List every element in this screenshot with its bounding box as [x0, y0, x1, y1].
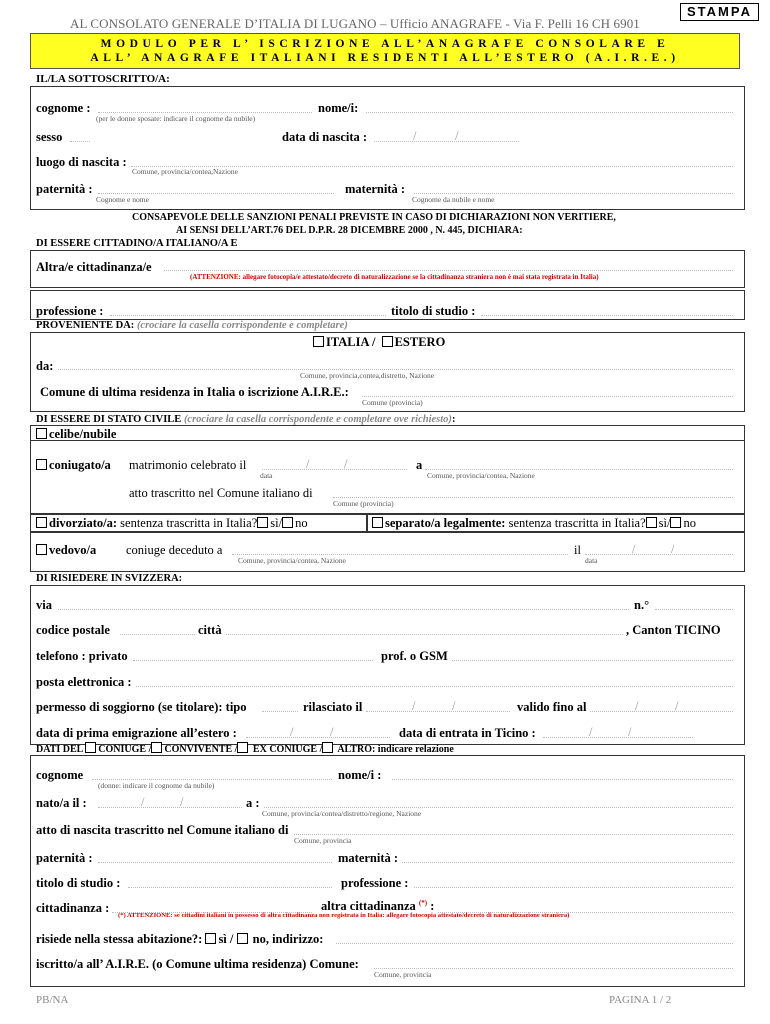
comune-residenza-label: Comune di ultima residenza in Italia o iscrizione A.I.R.E.:: [40, 385, 349, 399]
coniuge-iscritto-field[interactable]: [374, 968, 733, 969]
permesso-tipo-field[interactable]: [262, 711, 298, 712]
vedovo-option[interactable]: [36, 543, 96, 558]
consulate-address: AL CONSOLATO GENERALE D’ITALIA DI LUGANO – Ufficio ANAGRAFE - Via F. Pelli 16 CH 6901: [70, 16, 640, 31]
footer-code: PB/NA: [36, 994, 69, 1006]
coniuge-checkbox[interactable]: [85, 742, 96, 753]
divorziato-option[interactable]: [36, 516, 308, 531]
date-sep: /: [632, 542, 636, 556]
coniuge-option-label: CONIUGE /: [98, 744, 152, 755]
coniuge-nome-field[interactable]: [392, 779, 733, 780]
abitazione-row: [36, 932, 323, 947]
trascritto-label: atto trascritto nel Comune italiano di: [129, 486, 313, 500]
matrimonio-luogo-hint: Comune, provincia/contea, Nazione: [427, 471, 535, 480]
maternita-hint: Cognome da nubile e nome: [412, 195, 495, 204]
coniuge-luogo-hint: Comune, provincia/contea/distretto/regione, Nazione: [262, 809, 422, 818]
da-label: da:: [36, 359, 54, 373]
provenienza-heading-text: PROVENIENTE DA:: [36, 320, 135, 331]
permesso-label: permesso di soggiorno (se titolare): tipo: [36, 700, 247, 714]
separato-si: sì/: [658, 516, 671, 530]
separato-option[interactable]: [372, 516, 696, 531]
coniuge-a-label: a :: [246, 796, 260, 810]
coniuge-altra-end: :: [427, 899, 435, 914]
ticino-field[interactable]: [543, 737, 693, 738]
dichiarazione-line2: AI SENSI DELL’ART.76 DEL D.P.R. 28 DICEMBRE 2000 , N. 445, DICHIARA:: [176, 225, 523, 236]
paternita-label: paternità :: [36, 182, 93, 196]
italia-checkbox[interactable]: [313, 336, 324, 347]
paternita-field[interactable]: [98, 193, 334, 194]
sottoscritto-heading: IL/LA SOTTOSCRITTO/A:: [36, 73, 170, 85]
coniuge-nato-field[interactable]: [98, 807, 242, 808]
nome-field[interactable]: [366, 112, 733, 113]
coniuge-professione-label: professione :: [341, 876, 409, 890]
valido-field[interactable]: [590, 711, 733, 712]
abitazione-label: risiede nella stessa abitazione?:: [36, 932, 203, 946]
coniuge-cognome-hint: (donne: indicare il cognome da nubile): [98, 781, 215, 790]
deceduto-label: coniuge deceduto a: [126, 543, 223, 557]
sesso-label: sesso: [36, 130, 63, 144]
vedovo-checkbox[interactable]: [36, 544, 47, 555]
matrimonio-data-field[interactable]: [262, 469, 407, 470]
date-sep: /: [344, 457, 348, 471]
comune-residenza-field[interactable]: [362, 396, 733, 397]
canton-label: , Canton TICINO: [626, 623, 721, 637]
date-sep: /: [306, 457, 310, 471]
maternita-label: maternità :: [345, 182, 406, 196]
deceduto-hint: Comune, provincia/contea, Nazione: [238, 556, 346, 565]
stato-civile-heading: [36, 414, 455, 425]
provenienza-heading: [36, 320, 348, 331]
paternita-hint: Cognome e nome: [96, 195, 149, 204]
rilasciato-label: rilasciato il: [303, 700, 363, 714]
divorziato-no: no: [295, 516, 308, 530]
cognome-hint: (per le donne sposate: indicare il cognome da nubile): [96, 114, 256, 123]
celibe-checkbox[interactable]: [36, 428, 47, 439]
footer-page: PAGINA 1 / 2: [609, 994, 672, 1006]
coniuge-heading: [36, 742, 454, 755]
date-sep: /: [452, 699, 456, 713]
divorziato-no-checkbox[interactable]: [282, 517, 293, 528]
date-sep: /: [413, 129, 417, 143]
separato-label: separato/a legalmente:: [385, 516, 506, 530]
date-sep: /: [412, 699, 416, 713]
coniuge-iscritto-label: iscritto/a all’ A.I.R.E. (o Comune ultima residenza) Comune:: [36, 957, 359, 971]
cognome-field[interactable]: [98, 112, 312, 113]
via-field[interactable]: [58, 609, 629, 610]
date-sep: /: [180, 795, 184, 809]
stampa-button[interactable]: STAMPA: [680, 3, 759, 21]
gsm-label: prof. o GSM: [381, 649, 448, 663]
coniugato-label: coniugato/a: [49, 458, 111, 472]
trascritto-hint: Comune (provincia): [333, 499, 394, 508]
coniuge-maternita-label: maternità :: [338, 851, 399, 865]
coniuge-heading-text: DATI DEL: [36, 744, 83, 755]
emigrazione-label: data di prima emigrazione all’estero :: [36, 726, 237, 740]
gsm-field[interactable]: [452, 660, 733, 661]
cittadino-heading: DI ESSERE CITTADINO/A ITALIANO/A E: [36, 238, 238, 249]
email-label: posta elettronica :: [36, 675, 132, 689]
divorziato-checkbox[interactable]: [36, 517, 47, 528]
estero-checkbox[interactable]: [382, 336, 393, 347]
da-hint: Comune, provincia,contea,distretto, Nazione: [300, 371, 435, 380]
titolo-studio-field[interactable]: [481, 315, 733, 316]
altra-cittadinanza-label: Altra/e cittadinanza/e: [36, 260, 152, 274]
dichiarazione-line1: CONSAPEVOLE DELLE SANZIONI PENALI PREVISTE IN CASO DI DICHIARAZIONI NON VERITIERE,: [132, 212, 616, 223]
divorziato-label: divorziato/a:: [49, 516, 118, 530]
divorziato-si-checkbox[interactable]: [257, 517, 268, 528]
trascritto-field[interactable]: [333, 497, 733, 498]
maternita-field[interactable]: [414, 193, 733, 194]
svizzera-heading: DI RISIEDERE IN SVIZZERA:: [36, 573, 183, 584]
coniuge-luogo-field[interactable]: [264, 807, 733, 808]
coniuge-altra-mark: (*): [418, 899, 428, 907]
coniugato-option[interactable]: [36, 458, 111, 473]
ex-coniuge-option-label: EX CONIUGE /: [252, 744, 323, 755]
form-title-line1: MODULO PER L’ ISCRIZIONE ALL’ANAGRAFE CONSOLARE E: [100, 38, 670, 50]
coniuge-cittadinanza-label: cittadinanza :: [36, 901, 110, 915]
convivente-option-label: CONVIVENTE /: [164, 744, 238, 755]
stato-civile-hint: (crociare la casella corrispondente e completare ove richiesto): [183, 414, 452, 425]
coniuge-paternita-label: paternità :: [36, 851, 93, 865]
separato-no: no: [683, 516, 696, 530]
nome-label: nome/i:: [318, 101, 359, 115]
date-sep: /: [141, 795, 145, 809]
coniuge-nato-label: nato/a il :: [36, 796, 87, 810]
da-field[interactable]: [58, 369, 733, 370]
coniuge-professione-field[interactable]: [414, 887, 733, 888]
date-sep: /: [290, 725, 294, 739]
coniuge-altra-text: altra cittadinanza: [321, 899, 416, 914]
professione-field[interactable]: [110, 315, 386, 316]
altra-cittadinanza-field[interactable]: [164, 270, 733, 271]
italia-option[interactable]: [313, 335, 445, 350]
cittadinanza-warning: (ATTENZIONE: allegare fotocopia/e attestato/decreto di naturalizzazione se la cittadinanza straniera non è mai stata registrata in Italia): [190, 273, 599, 281]
deceduto-data-hint: data: [585, 556, 598, 565]
coniuge-nome-label: nome/i :: [338, 768, 382, 782]
cognome-label: cognome :: [36, 101, 91, 115]
stato-civile-heading-end: :: [451, 414, 456, 425]
date-sep: /: [635, 699, 639, 713]
coniuge-trascritto-hint: Comune, provincia: [294, 836, 352, 845]
separato-sentenza: sentenza trascritta in Italia?: [508, 516, 646, 530]
date-sep: /: [330, 725, 334, 739]
abitazione-si-checkbox[interactable]: [205, 933, 216, 944]
deceduto-luogo-field[interactable]: [232, 554, 568, 555]
data-nascita-label: data di nascita :: [282, 130, 368, 144]
luogo-hint: Comune, provincia/contea,Nazione: [132, 167, 239, 176]
professione-label: professione :: [36, 304, 104, 318]
cap-field[interactable]: [120, 634, 195, 635]
provenienza-hint: (crociare la casella corrispondente e completare): [136, 320, 348, 331]
valido-label: valido fino al: [517, 700, 587, 714]
stato-civile-heading-text: DI ESSERE DI STATO CIVILE: [36, 414, 182, 425]
celibe-box: [30, 425, 745, 440]
coniuge-cognome-field[interactable]: [92, 779, 332, 780]
separato-si-checkbox[interactable]: [646, 517, 657, 528]
matrimonio-label: matrimonio celebrato il: [129, 458, 247, 472]
estero-label: ESTERO: [394, 335, 446, 349]
matrimonio-a-label: a: [416, 458, 423, 472]
comune-residenza-hint: Comune (provincia): [362, 398, 423, 407]
separato-checkbox[interactable]: [372, 517, 383, 528]
data-nascita-field[interactable]: [374, 141, 519, 142]
coniuge-titolo-label: titolo di studio :: [36, 876, 121, 890]
matrimonio-luogo-field[interactable]: [425, 469, 733, 470]
ticino-label: data di entrata in Ticino :: [399, 726, 536, 740]
cap-label: codice postale: [36, 623, 110, 637]
date-sep: /: [675, 699, 679, 713]
date-sep: /: [671, 542, 675, 556]
abitazione-indirizzo-field[interactable]: [336, 943, 733, 944]
titolo-studio-label: titolo di studio :: [391, 304, 476, 318]
coniuge-cognome-label: cognome: [36, 768, 84, 782]
celibe-label: celibe/nubile: [49, 427, 117, 441]
deceduto-il-label: il: [574, 543, 581, 557]
coniuge-titolo-field[interactable]: [128, 887, 332, 888]
date-sep: /: [589, 725, 593, 739]
citta-label: città: [198, 623, 222, 637]
divorziato-si: sì/: [270, 516, 283, 530]
convivente-checkbox[interactable]: [151, 742, 162, 753]
form-title-box: [30, 33, 740, 69]
date-sep: /: [628, 725, 632, 739]
coniuge-warning: (*) ATTENZIONE: se cittadini italiani in possesso di altra cittadinanza non registrata in Italia: allegare fotocopia attestato/decreto di naturalizzazione straniera): [118, 912, 570, 919]
coniugato-checkbox[interactable]: [36, 459, 47, 470]
coniuge-trascritto-label: atto di nascita trascritto nel Comune italiano di: [36, 823, 289, 837]
coniuge-trascritto-field[interactable]: [294, 834, 733, 835]
form-title-line2: ALL’ ANAGRAFE ITALIANI RESIDENTI ALL’ESTERO (A.I.R.E.): [90, 52, 680, 64]
email-field[interactable]: [136, 686, 733, 687]
altro-checkbox[interactable]: [322, 742, 333, 753]
matrimonio-data-hint: data: [260, 471, 273, 480]
telefono-field[interactable]: [133, 660, 373, 661]
date-sep: /: [455, 129, 459, 143]
rilasciato-field[interactable]: [366, 711, 510, 712]
vedovo-label: vedovo/a: [49, 543, 97, 557]
separato-no-checkbox[interactable]: [670, 517, 681, 528]
abitazione-no: no, indirizzo:: [252, 932, 324, 946]
coniuge-iscritto-hint: Comune, provincia: [374, 970, 432, 979]
numero-field[interactable]: [655, 609, 733, 610]
coniuge-maternita-field[interactable]: [402, 862, 733, 863]
via-label: via: [36, 598, 52, 612]
ex-coniuge-checkbox[interactable]: [237, 742, 248, 753]
luogo-nascita-label: luogo di nascita :: [36, 155, 127, 169]
telefono-label: telefono : privato: [36, 649, 128, 663]
sesso-field[interactable]: [70, 141, 90, 142]
coniuge-paternita-field[interactable]: [98, 862, 332, 863]
abitazione-si: sì /: [218, 932, 234, 946]
numero-label: n.°: [634, 598, 650, 612]
emigrazione-field[interactable]: [246, 737, 390, 738]
divorziato-sentenza: sentenza trascritta in Italia?: [120, 516, 258, 530]
altro-option-label: ALTRO: indicare relazione: [337, 744, 454, 755]
abitazione-no-checkbox[interactable]: [237, 933, 248, 944]
deceduto-data-field[interactable]: [585, 554, 733, 555]
citta-field[interactable]: [226, 634, 623, 635]
italia-label: ITALIA /: [326, 335, 376, 349]
